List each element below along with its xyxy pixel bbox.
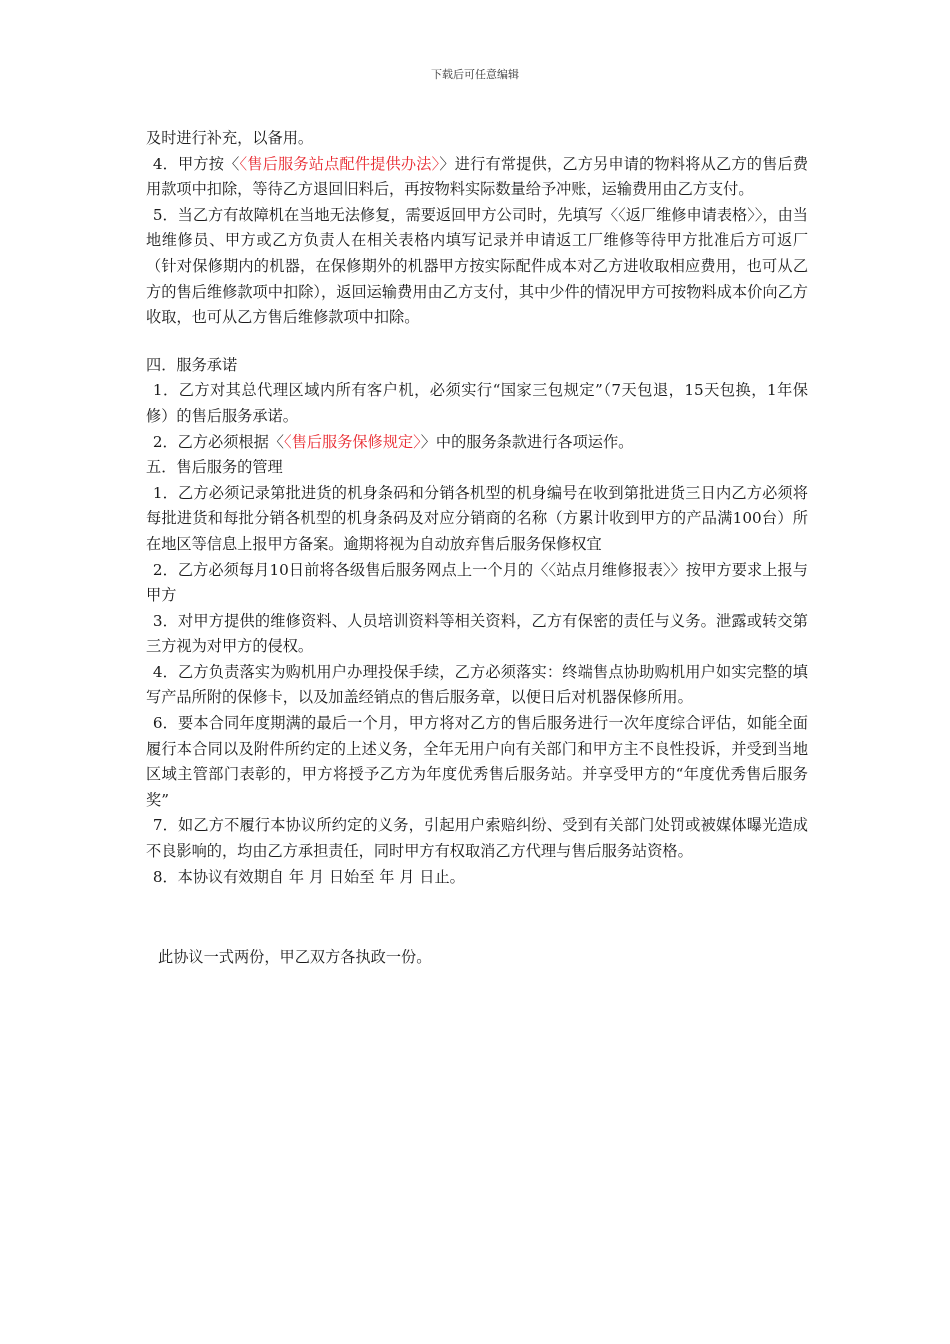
page-header: 下载后可任意编辑 [431, 68, 519, 81]
parts-supply-method-link: 〈售后服务站点配件提供办法〉 [239, 154, 440, 173]
clause-3-4 [146, 152, 808, 203]
clause-4-1: 1．乙方对其总代理区域内所有客户机，必须实行“国家三包规定”（7天包退，15天包换，1年保修）的售后服务承诺。 [146, 381, 808, 425]
clause-5-2: 2．乙方必须每月10日前将各级售后服务网点上一个月的〈〈站点月维修报表〉〉按甲方要求上报与甲方 [146, 560, 808, 605]
spacer [146, 890, 808, 945]
clause-5-6: 6．要本合同年度期满的最后一个月，甲方将对乙方的售后服务进行一次年度综合评估，如能全面履行本合同以及附件所约定的上述义务，全年无用户向有关部门和甲方主不良性投诉，并受到当地区域主管部门表彰的，甲方将授予乙方为年度优秀售后服务站。并享受甲方的“年度优秀售后服务奖” [146, 714, 808, 809]
spacer [146, 331, 808, 353]
clause-3-5: 5．当乙方有故障机在当地无法修复，需要返回甲方公司时，先填写〈〈返厂维修申请表格〉〉，由当地维修员、甲方或乙方负责人在相关表格内填写记录并申请返工厂维修等待甲方批准后方可返厂（针对保修期内的机器，在保修期外的机器甲方按实际配件成本对乙方进收取相应费用，也可从乙方的售后维修款项中扣除），返回运输费用由乙方支付，其中少件的情况甲方可按物料成本价向乙方收取，也可从乙方售后维修款项中扣除。 [146, 205, 808, 327]
clause-5-4: 4．乙方负责落实为购机用户办理投保手续，乙方必须落实：终端售点协助购机用户如实完整的填写产品所附的保修卡，以及加盖经销点的售后服务章，以便日后对机器保修所用。 [146, 662, 808, 707]
document-body [146, 126, 808, 971]
section-5-heading: 五．售后服务的管理 [146, 458, 283, 477]
warranty-rules-link: 〈售后服务保修规定〉 [284, 432, 421, 451]
clause-5-8: 8．本协议有效期自 年 月 日始至 年 月 日止。 [152, 867, 465, 886]
clause-4-2-prefix: 2．乙方必须根据〈 [152, 432, 284, 451]
clause-4-2-text: 〉中的服务条款进行各项运作。 [420, 432, 634, 451]
clause-4-2 [146, 430, 808, 456]
clause-5-7: 7．如乙方不履行本协议所约定的义务，引起用户索赔纠纷、受到有关部门处罚或被媒体曝光造成不良影响的，均由乙方承担责任，同时甲方有权取消乙方代理与售后服务站资格。 [146, 816, 808, 861]
closing-statement: 此协议一式两份，甲乙双方各执政一份。 [158, 948, 432, 967]
clause-3-4-text: 〉进行有常提供，乙方另申请的物料将从乙方的售后费用款项中扣除，等待乙方退回旧料后，再按物料实际数量给予冲账，运输费用由乙方支付。 [146, 154, 809, 199]
clause-3-4-prefix: 4．甲方按〈 [152, 154, 240, 173]
section-4-heading: 四．服务承诺 [146, 355, 238, 374]
clause-5-1: 1．乙方必须记录第批进货的机身条码和分销各机型的机身编号在收到第批进货三日内乙方必须将每批进货和每批分销各机型的机身条码及对应分销商的名称（方累计收到甲方的产品满100台）所在地区等信息上报甲方备案。逾期将视为自动放弃售后服务保修权宜 [146, 483, 808, 553]
paragraph-continuation: 及时进行补充，以备用。 [146, 129, 314, 147]
clause-5-3: 3．对甲方提供的维修资料、人员培训资料等相关资料，乙方有保密的责任与义务。泄露或转交第三方视为对甲方的侵权。 [146, 611, 808, 656]
